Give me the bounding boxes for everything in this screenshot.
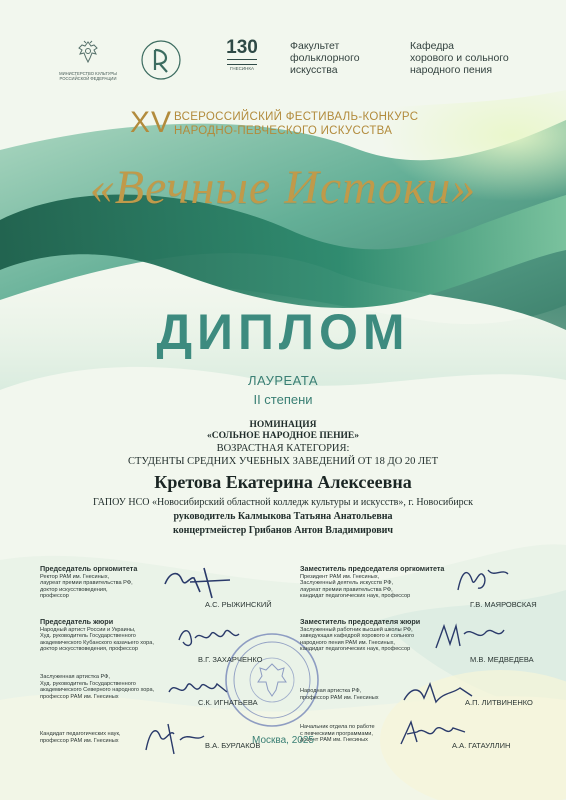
- faculty-label: Факультет фольклорного искусства: [290, 40, 360, 76]
- signature-scribble-3: [175, 620, 245, 656]
- ministry-logo: [58, 38, 118, 81]
- signature-desc: Ректор РАМ им. Гнесиных, лауреат премии правительства РФ, доктор искусствоведения, профессор: [40, 573, 133, 600]
- signature-scribble-8: [395, 716, 475, 752]
- accompanist-name: концертмейстер Грибанов Антон Владимирович: [172, 525, 394, 536]
- signature-scribble-1: [160, 562, 240, 602]
- signature-desc: Народная артистка РФ, профессор РАМ им. Гнесиных: [300, 688, 379, 701]
- signature-scribble-6: [400, 678, 480, 708]
- festival-name: ВСЕРОССИЙСКИЙ ФЕСТИВАЛЬ-КОНКУРС НАРОДНО-ПЕВЧЕСКОГО ИСКУССТВА: [174, 111, 419, 137]
- festival-title: «Вечные Истоки»: [89, 161, 477, 214]
- ministry-caption: МИНИСТЕРСТВО КУЛЬТУРЫ РОССИЙСКОЙ ФЕДЕРАЦИИ: [59, 71, 117, 81]
- institution: ГАПОУ НСО «Новосибирский областной колледж культуры и искусств», г. Новосибирск: [93, 497, 473, 508]
- city-year: Москва, 2025: [252, 735, 314, 746]
- signature-desc: Президент РАМ им. Гнесиных, Заслуженный деятель искусств РФ, лауреат премии правительства РФ, кандидат педагогических наук, профессор: [300, 573, 411, 600]
- anniversary-number: 130: [226, 37, 258, 58]
- academy-logo: [138, 38, 184, 87]
- signature-block-2: [300, 565, 460, 600]
- diploma-heading: ДИПЛОМ: [156, 304, 410, 360]
- chair-label: Кафедра хорового и сольного народного пения: [410, 40, 509, 76]
- signature-name-7: В.А. БУРЛАКОВ: [205, 741, 261, 750]
- leader-name: руководитель Калмыкова Татьяна Анатольевна: [173, 511, 393, 522]
- academy-emblem-icon: [138, 38, 184, 82]
- header-logos: [0, 38, 566, 92]
- anniversary-caption: ГНЕСИНКА: [229, 66, 255, 71]
- signature-desc: Заслуженная артистка РФ, Худ. руководитель Государственного академического Северного народного хора, профессор РАМ им. Гнесиных: [40, 674, 155, 700]
- signature-desc: Народный артист России и Украины, Худ. руководитель Государственного академического Кубанского казачьего хора, доктор искусствоведения, профессор: [40, 626, 154, 653]
- nomination-value: «СОЛЬНОЕ НАРОДНОЕ ПЕНИЕ»: [207, 431, 359, 441]
- signature-name-3: В.Г. ЗАХАРЧЕНКО: [198, 655, 263, 664]
- signature-name-8: А.А. ГАТАУЛЛИН: [452, 741, 511, 750]
- nomination-label: НОМИНАЦИЯ: [249, 420, 317, 430]
- eagle-emblem-icon: [58, 38, 118, 66]
- laureate-label: ЛАУРЕАТА: [247, 373, 319, 388]
- anniversary-logo: [222, 38, 262, 71]
- signature-scribble-5: [165, 674, 235, 704]
- signature-role: Председатель оргкомитета: [40, 564, 138, 573]
- age-category-label: ВОЗРАСТНАЯ КАТЕГОРИЯ:: [216, 443, 350, 454]
- signature-name-5: С.К. ИГНАТЬЕВА: [198, 698, 258, 707]
- signature-desc: Заслуженный работник высшей школы РФ, заведующая кафедрой хорового и сольного народного пения РАМ им. Гнесиных, кандидат педагогических наук, профессор: [300, 626, 415, 653]
- signature-role: Заместитель председателя жюри: [300, 617, 421, 626]
- winner-name: Кретова Екатерина Алексеевна: [154, 472, 412, 492]
- festival-number: XV: [130, 106, 173, 139]
- age-category-value: СТУДЕНТЫ СРЕДНИХ УЧЕБНЫХ ЗАВЕДЕНИЙ ОТ 18 ДО 20 ЛЕТ: [128, 456, 438, 467]
- signature-desc: Кандидат педагогических наук, профессор РАМ им. Гнесиных: [40, 731, 121, 744]
- signature-role: Заместитель председателя оргкомитета: [300, 564, 445, 573]
- signature-name-1: А.С. РЫЖИНСКИЙ: [205, 600, 272, 609]
- signature-name-6: А.П. ЛИТВИНЕНКО: [465, 698, 533, 707]
- signature-role: Председатель жюри: [40, 617, 114, 626]
- degree-label: II степени: [253, 392, 313, 407]
- signature-name-2: Г.В. МАЯРОВСКАЯ: [470, 600, 537, 609]
- signature-desc: Начальник отдела по работе с певческими программами, доцент РАМ им. Гнесиных: [300, 724, 375, 744]
- signature-name-4: М.В. МЕДВЕДЕВА: [470, 655, 534, 664]
- signature-scribble-4: [430, 618, 510, 656]
- signature-scribble-2: [448, 560, 518, 600]
